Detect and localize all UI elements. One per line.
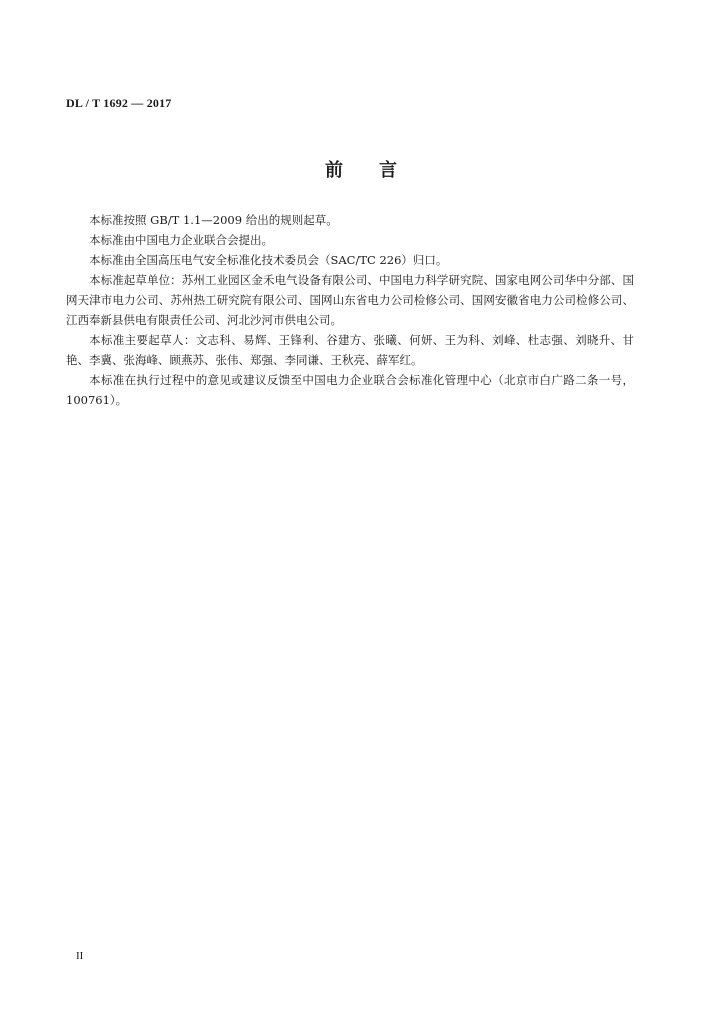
- paragraph-committee: 本标准由全国高压电气安全标准化技术委员会（SAC/TC 226）归口。: [89, 253, 448, 267]
- page-number: II: [76, 950, 84, 962]
- paragraph-drafting-rules: 本标准按照 GB/T 1.1—2009 给出的规则起草。: [89, 213, 338, 227]
- foreword-body: [66, 210, 634, 410]
- paragraph-drafters: 本标准主要起草人：文志科、易辉、王锋利、谷建方、张曦、何妍、王为科、刘峰、杜志强、刘晓升、甘艳、李冀、张海峰、顾燕苏、张伟、郑强、李同谦、王秋亮、薛军红。: [66, 333, 634, 367]
- paragraph-feedback: 本标准在执行过程中的意见或建议反馈至中国电力企业联合会标准化管理中心（北京市白广路二条一号，100761）。: [66, 373, 634, 407]
- page-title: [0, 156, 724, 182]
- title-char-2: 言: [379, 160, 399, 181]
- paragraph-proposer: 本标准由中国电力企业联合会提出。: [89, 233, 273, 247]
- paragraph-drafting-units: 本标准起草单位：苏州工业园区金禾电气设备有限公司、中国电力科学研究院、国家电网公司华中分部、国网天津市电力公司、苏州热工研究院有限公司、国网山东省电力公司检修公司、国网安徽省电力公司检修公司、江西奉新县供电有限责任公司、河北沙河市供电公司。: [66, 273, 634, 327]
- title-char-1: 前: [325, 160, 345, 181]
- standard-number-header: DL / T 1692 — 2017: [66, 96, 172, 110]
